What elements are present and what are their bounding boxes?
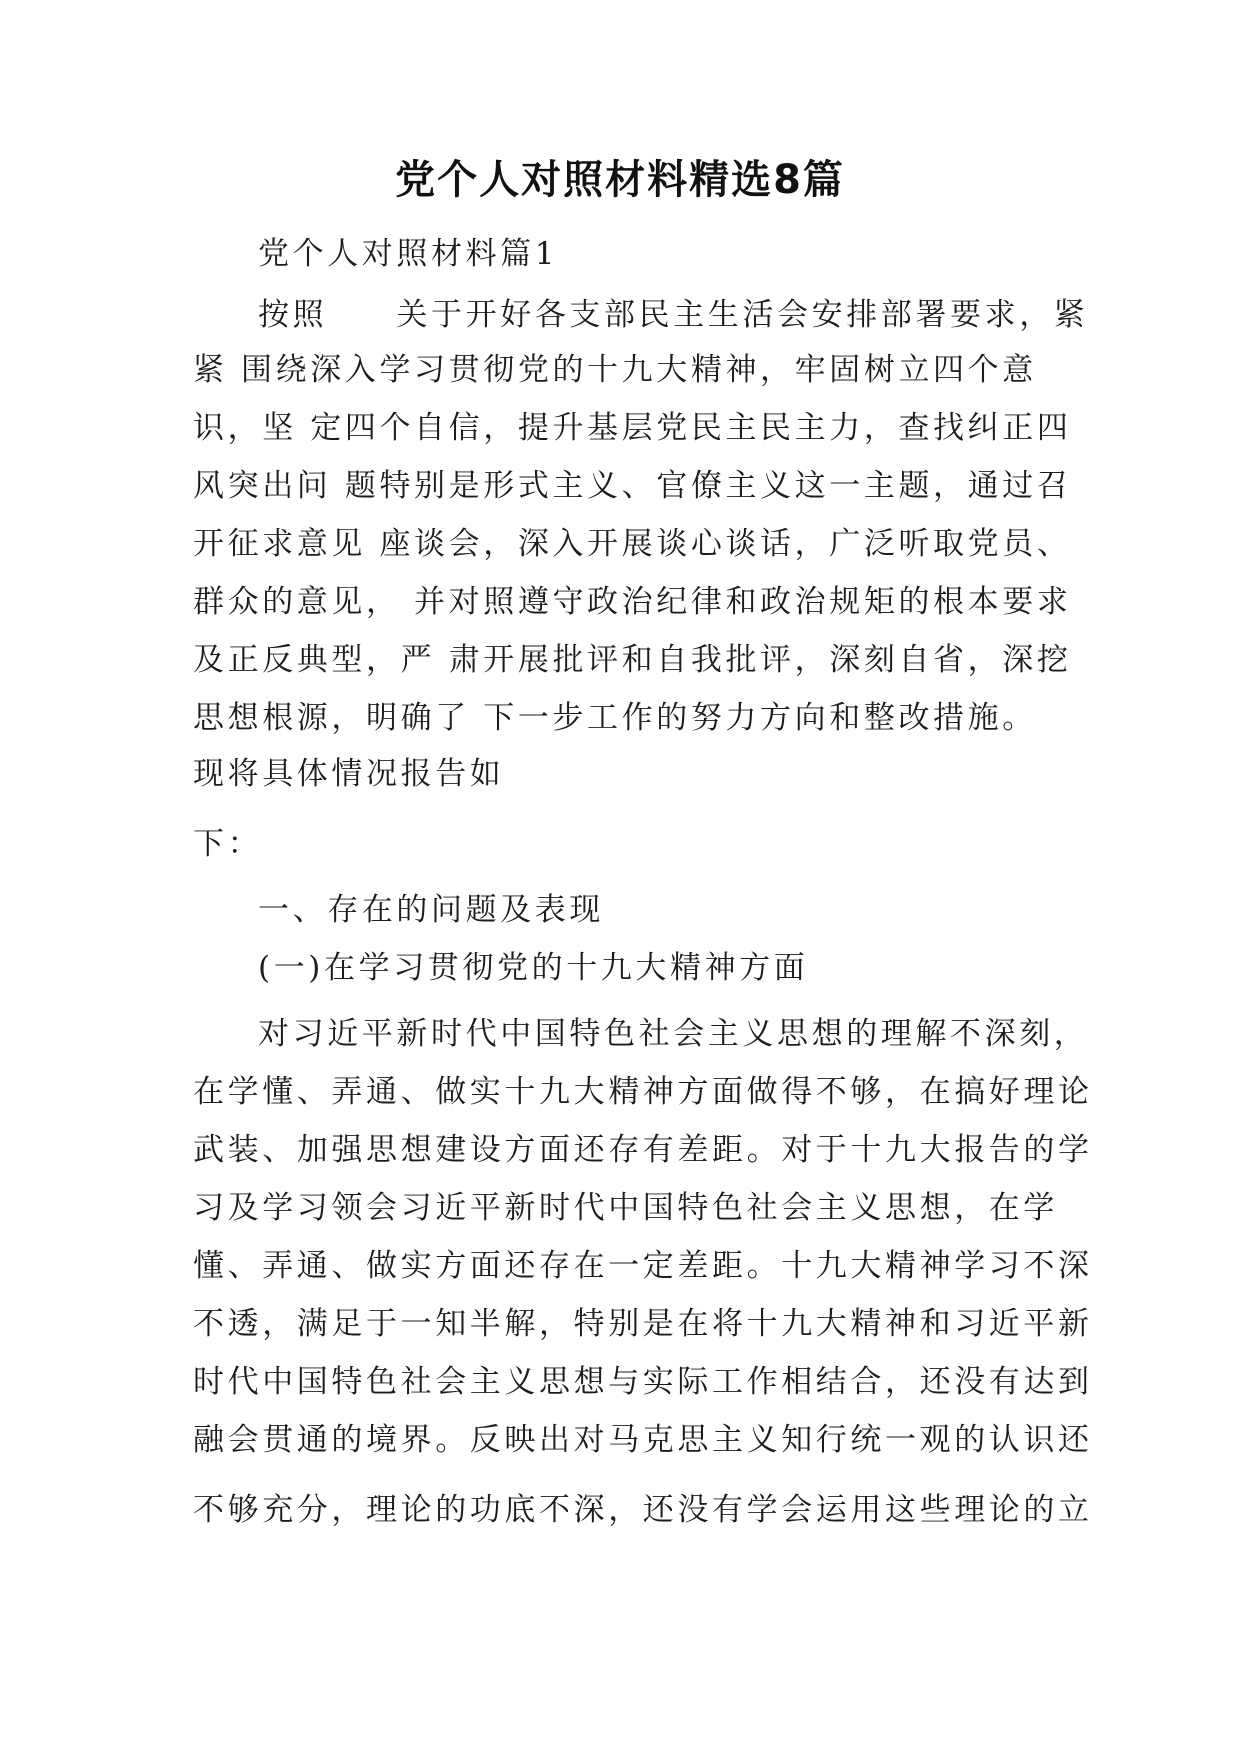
- paragraph-line: 融会贯通的境界。反映出对马克思主义知行统一观的认识还: [193, 1422, 1093, 1458]
- paragraph-line: 在学懂、弄通、做实十九大精神方面做得不够，在搞好理论: [193, 1074, 1093, 1110]
- paragraph-line: 懂、弄通、做实方面还存在一定差距。十九大精神学习不深: [193, 1248, 1093, 1284]
- paragraph-line: 下：: [193, 826, 263, 862]
- paragraph-line: 时代中国特色社会主义思想与实际工作相结合，还没有达到: [193, 1364, 1093, 1400]
- subsection-heading: (一)在学习贯彻党的十九大精神方面: [258, 950, 809, 986]
- paragraph-line: 紧 围绕深入学习贯彻党的十九大精神，牢固树立四个意: [193, 352, 1037, 388]
- paragraph-line: 现将具体情况报告如: [193, 756, 505, 792]
- paragraph-line: 及正反典型，严 肃开展批评和自我批评，深刻自省，深挖: [193, 642, 1072, 678]
- paragraph-line: 习及学习领会习近平新时代中国特色社会主义思想，在学: [193, 1190, 1058, 1226]
- section-heading-1: 党个人对照材料篇1: [258, 236, 559, 272]
- paragraph-line: 识，坚 定四个自信，提升基层党民主民主力，查找纠正四: [193, 410, 1072, 446]
- paragraph-line: 按照 关于开好各支部民主生活会安排部署要求，紧: [258, 297, 1089, 333]
- paragraph-line: 风突出问 题特别是形式主义、官僚主义这一主题，通过召: [193, 468, 1072, 504]
- paragraph-line: 群众的意见， 并对照遵守政治纪律和政治规矩的根本要求: [193, 584, 1072, 620]
- section-heading: 一、存在的问题及表现: [258, 892, 604, 928]
- paragraph-line: 不透，满足于一知半解，特别是在将十九大精神和习近平新: [193, 1306, 1093, 1342]
- paragraph-line: 对习近平新时代中国特色社会主义思想的理解不深刻，: [258, 1016, 1089, 1052]
- paragraph-line: 不够充分，理论的功底不深，还没有学会运用这些理论的立: [193, 1492, 1093, 1528]
- paragraph-line: 武装、加强思想建设方面还存有差距。对于十九大报告的学: [193, 1132, 1093, 1168]
- document-title: 党个人对照材料精选8篇: [395, 157, 845, 203]
- paragraph-line: 思想根源，明确了 下一步工作的努力方向和整改措施。: [193, 700, 1037, 736]
- paragraph-line: 开征求意见 座谈会，深入开展谈心谈话，广泛听取党员、: [193, 526, 1072, 562]
